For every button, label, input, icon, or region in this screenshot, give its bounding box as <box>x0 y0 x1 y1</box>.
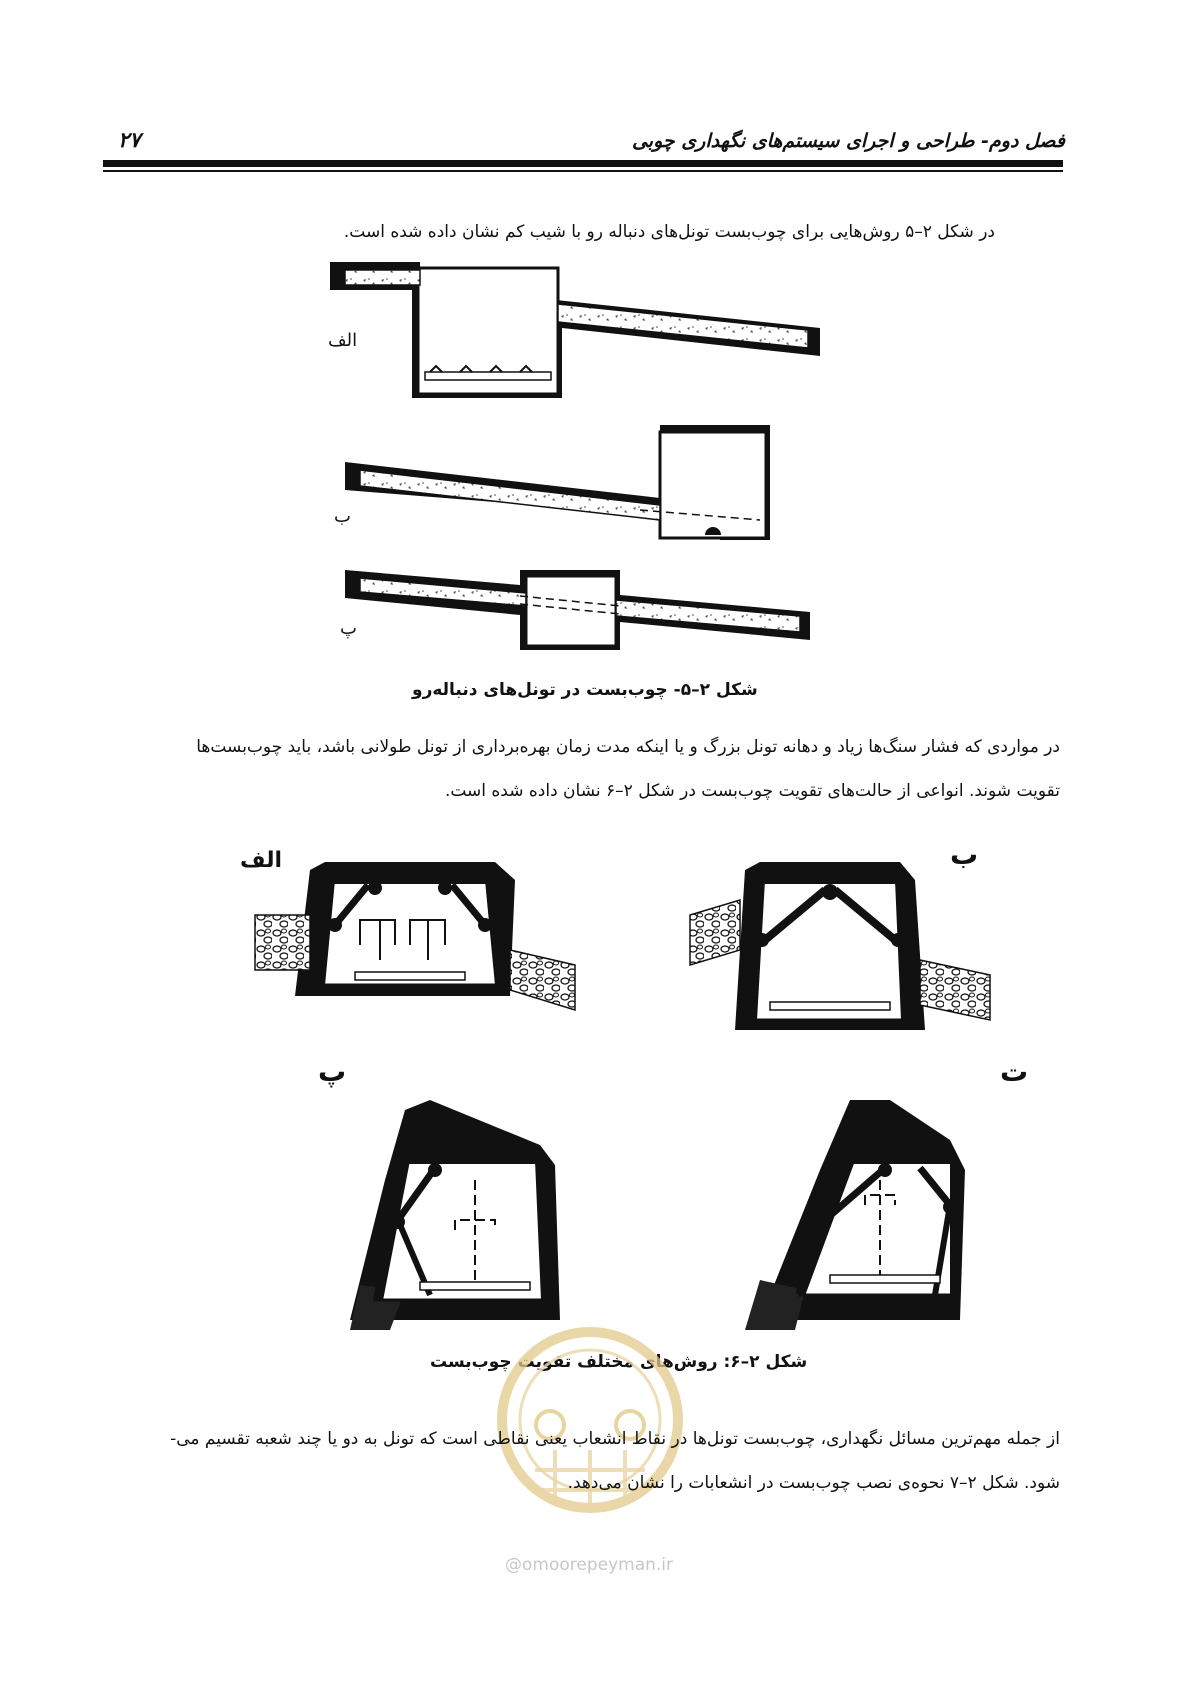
reinforce-paragraph-line2: تقویت شوند. انواعی از حالت‌های تقویت چوب‌بست در شکل ۲–۶ نشان داده شده است. <box>444 781 1060 801</box>
branch-paragraph-line1: از جمله مهم‌ترین مسائل نگهداری، چوب‌بست تونل‌ها در نقاط انشعاب یعنی نقاطی است که تونل به دو یا چند شعبه تقسیم می- <box>170 1429 1060 1449</box>
figure-5c-label: پ <box>340 618 357 639</box>
page-number: ۲۷ <box>118 128 141 152</box>
figure-6c-label: پ <box>318 1055 347 1088</box>
at-icon: @ <box>505 1555 522 1575</box>
figure-6a-set <box>255 862 575 1010</box>
figure-6c-set <box>350 1100 560 1330</box>
intro-paragraph: در شکل ۲–۵ روش‌هایی برای چوب‌بست تونل‌های دنباله رو با شیب کم نشان داده شده است. <box>343 222 995 242</box>
figure-6d-set <box>745 1100 965 1330</box>
watermark-url <box>505 1555 673 1575</box>
figure-6a-label: الف <box>240 848 283 873</box>
chapter-title: فصل دوم- طراحی و اجرای سیستم‌های نگهداری چوبی <box>631 130 1065 152</box>
figure-6b-label: ب <box>950 838 979 871</box>
figure-6d-label: ت <box>1000 1055 1029 1088</box>
branch-paragraph-line2: شود. شکل ۲–۷ نحوه‌ی نصب چوب‌بست در انشعابات را نشان می‌دهد. <box>567 1473 1060 1493</box>
figure-5a-label: الف <box>328 330 358 351</box>
figure-5b-label: ب <box>334 506 351 527</box>
figure-5-caption: شکل ۲–۵- چوب‌بست در تونل‌های دنباله‌رو <box>412 680 758 700</box>
figure-6b-set <box>690 862 990 1030</box>
watermark-url-text: omoorepeyman.ir <box>522 1555 674 1575</box>
figure-6-caption: شکل ۲–۶: روش‌های مختلف تقویت چوب‌بست <box>430 1352 808 1372</box>
reinforce-paragraph-line1: در مواردی که فشار سنگ‌ها زیاد و دهانه تونل بزرگ و یا اینکه مدت زمان بهره‌برداری از تونل طولانی باشد، باید چوب‌بست‌ها <box>196 737 1060 757</box>
